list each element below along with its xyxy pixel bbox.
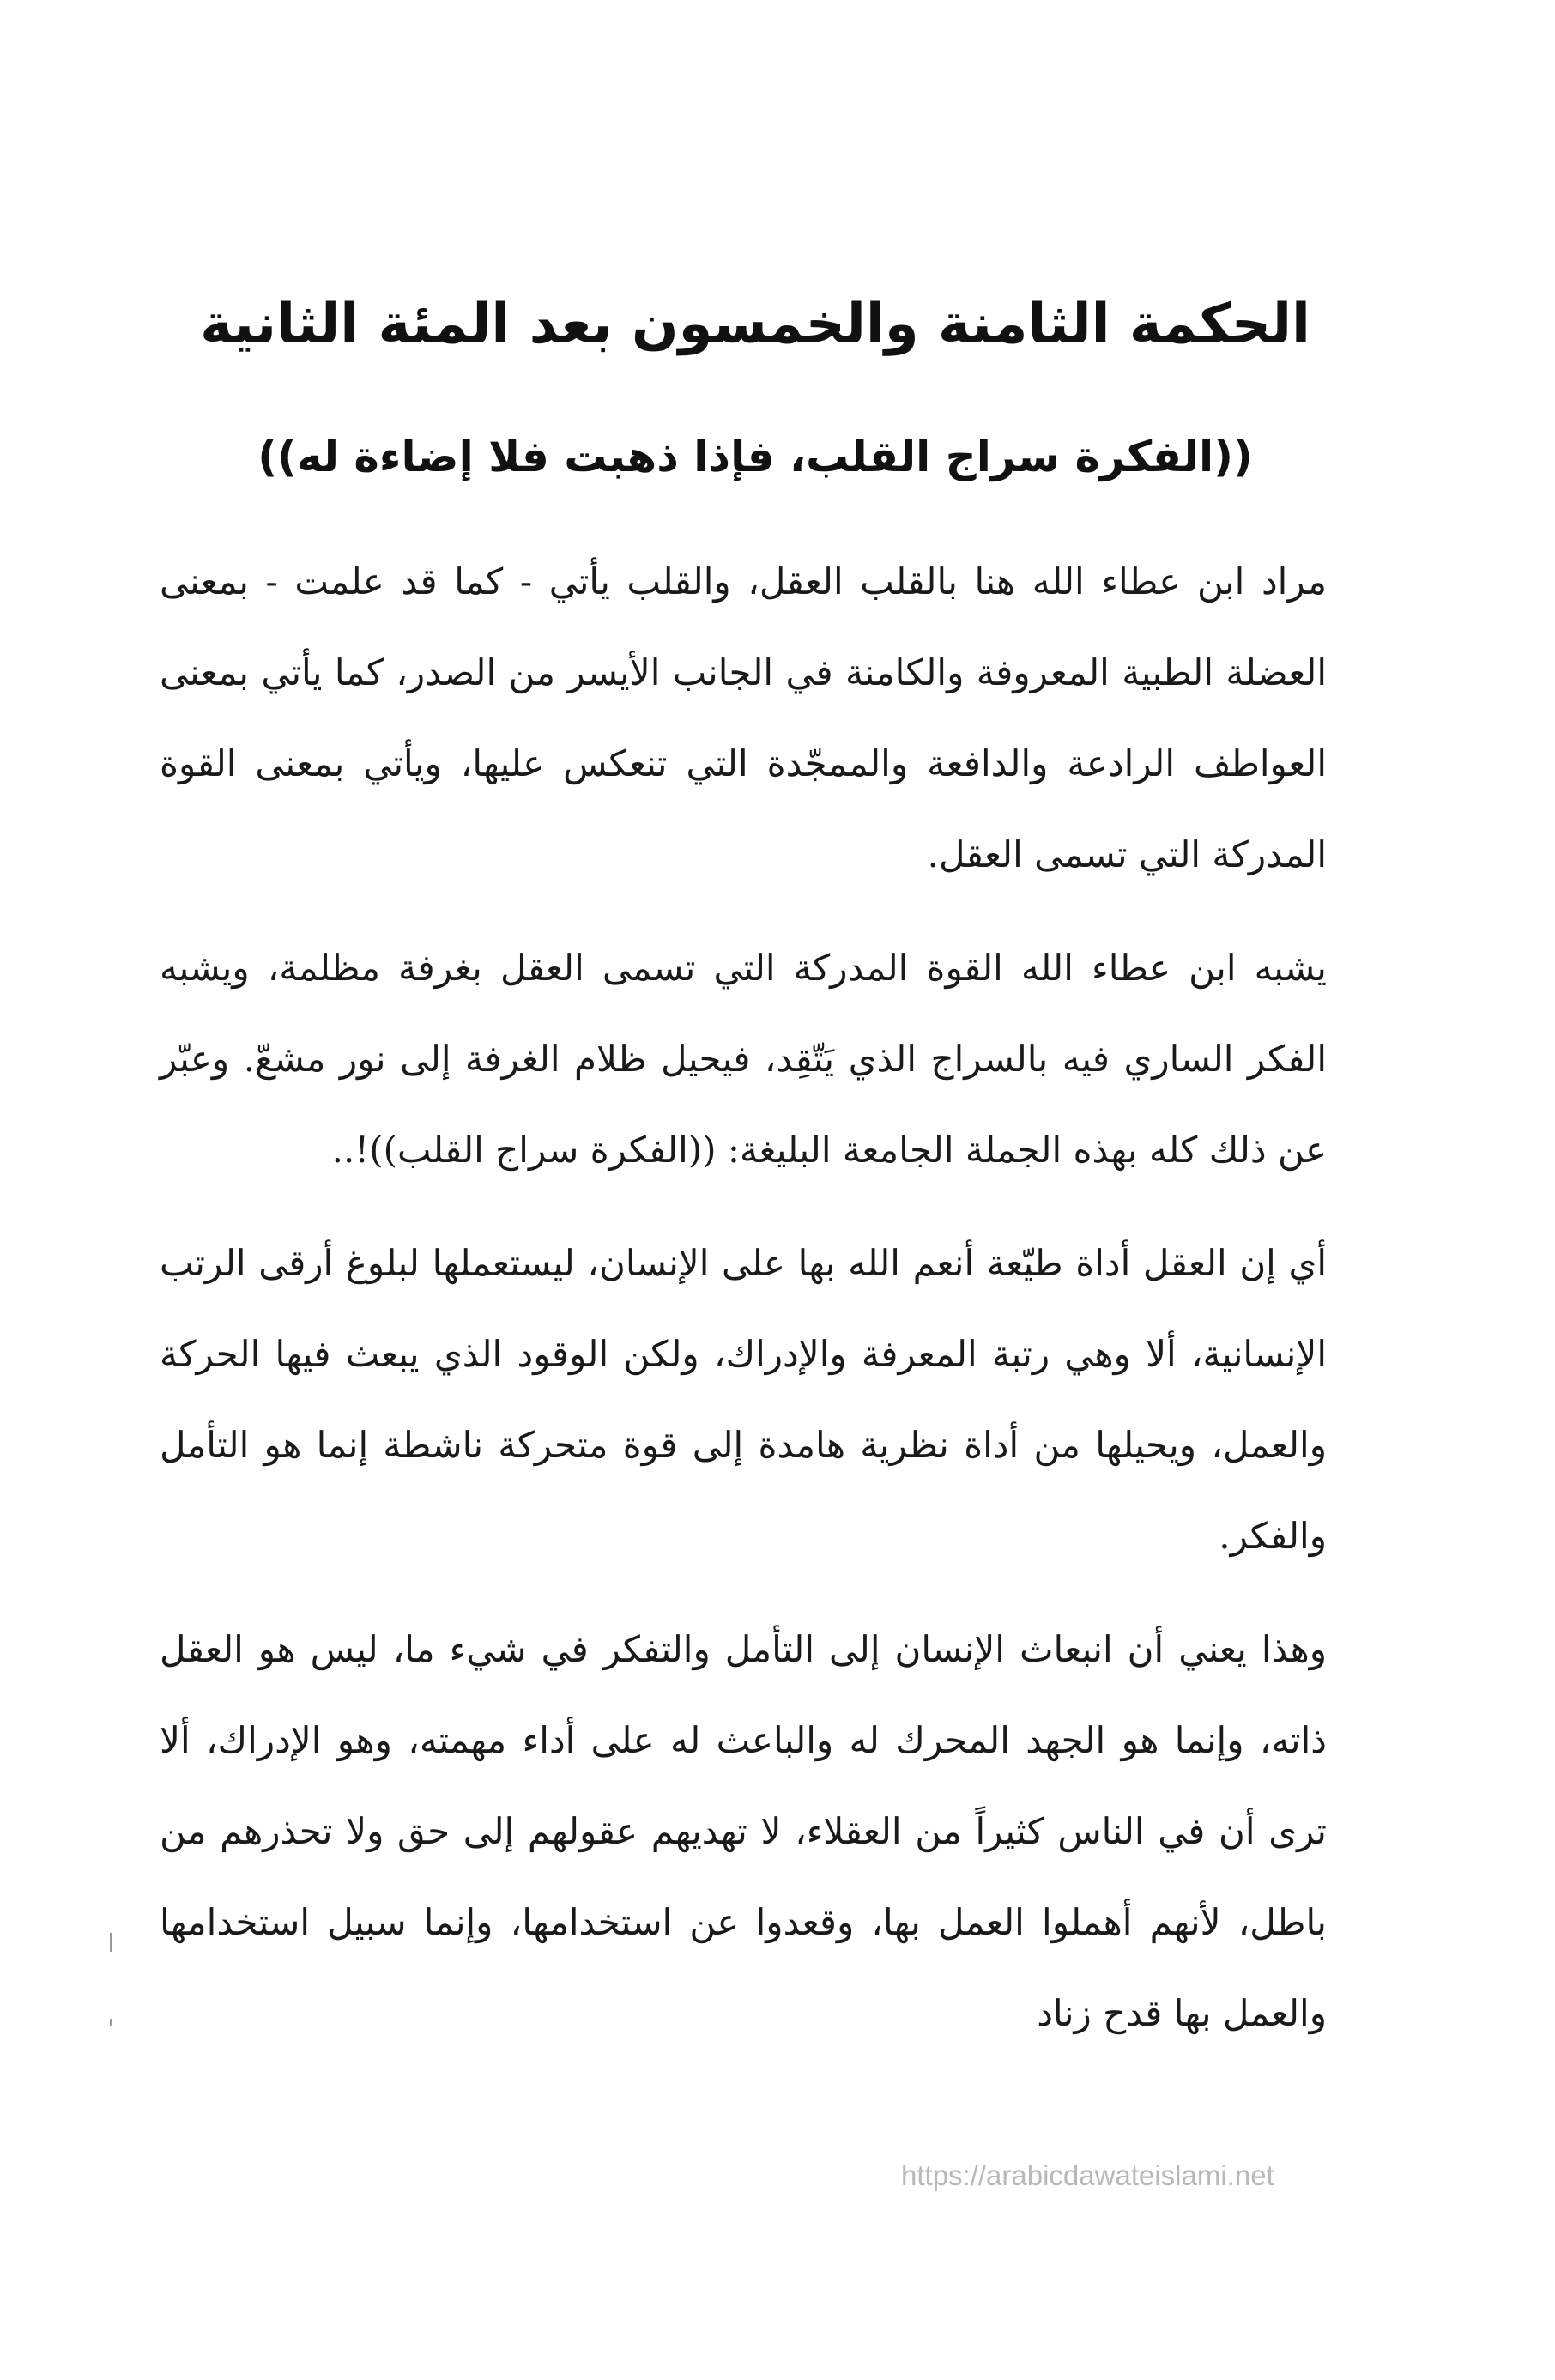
paragraph: يشبه ابن عطاء الله القوة المدركة التي تسمى العقل بغرفة مظلمة، ويشبه الفكر الساري فيه بالسراج الذي يَتّقِد، فيحيل ظلام الغرفة إلى نور مشعّ. وعبّر عن ذلك كله بهذه الجملة الجامعة البليغة: ((الفكرة سراج القلب))!.. xyxy=(160,947,1327,1171)
section-quote: ((الفكرة سراج القلب، فإذا ذهبت فلا إضاءة له)) xyxy=(257,432,1253,481)
section-title: الحكمة الثامنة والخمسون بعد المئة الثانية xyxy=(200,293,1310,356)
watermark-url: https://arabicdawateislami.net xyxy=(901,2159,1274,2191)
paragraph: وهذا يعني أن انبعاث الإنسان إلى التأمل والتفكر في شيء ما، ليس هو العقل ذاته، وإنما هو الجهد المحرك له والباعث له على أداء مهمته، وهو الإدراك، ألا ترى أن في الناس كثيراً من العقلاء، لا تهديهم عقولهم إلى حق ولا تحذرهم من باطل، لأنهم أهملوا العمل بها، وقعدوا عن استخدامها، وإنما سبيل استخدامها والعمل بها قدح زناد xyxy=(160,1628,1327,2034)
body-text xyxy=(160,536,1327,2081)
margin-mark xyxy=(110,1933,112,1952)
paragraph: أي إن العقل أداة طيّعة أنعم الله بها على الإنسان، ليستعملها لبلوغ أرقى الرتب الإنسانية، ألا وهي رتبة المعرفة والإدراك، ولكن الوقود الذي يبعث فيها الحركة والعمل، ويحيلها من أداة نظرية هامدة إلى قوة متحركة ناشطة إنما هو التأمل والفكر. xyxy=(160,1242,1327,1557)
margin-mark xyxy=(110,2019,112,2026)
paragraph: مراد ابن عطاء الله هنا بالقلب العقل، والقلب يأتي - كما قد علمت - بمعنى العضلة الطبية المعروفة والكامنة في الجانب الأيسر من الصدر، كما يأتي بمعنى العواطف الرادعة والدافعة والممجّدة التي تنعكس عليها، ويأتي بمعنى القوة المدركة التي تسمى العقل. xyxy=(160,560,1327,875)
